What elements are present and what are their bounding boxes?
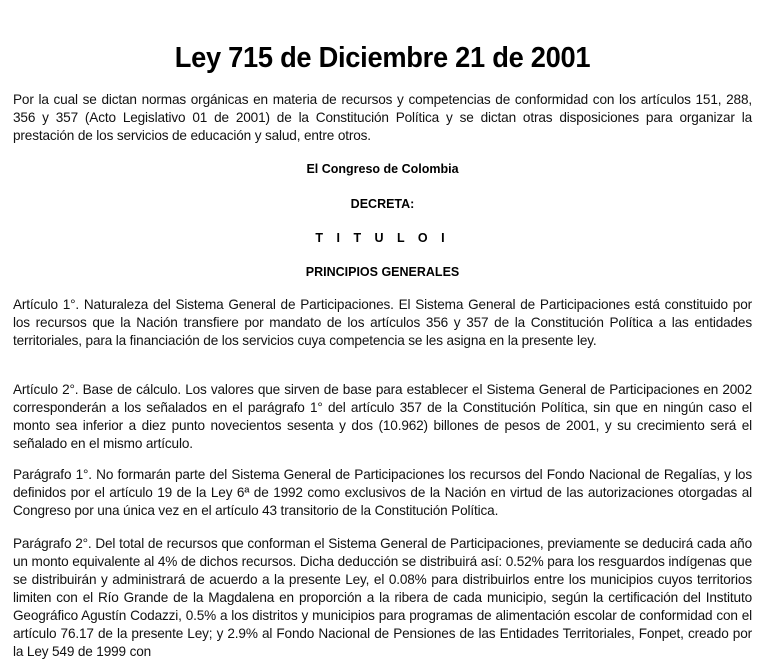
paragrafo-2-paragraph: Parágrafo 2°. Del total de recursos que conforman el Sistema General de Participaciones, previamente se deducirá cada año un monto equivalente al 4% de dichos recursos. Dicha deducción se distribuirá así: 0.52% para los resguardos indígenas que se distribuirán y administrará de acuerdo a la presente Ley, el 0.08% para distribuirlos entre los municipios cuyos territorios limiten con el Río Grande de la Magdalena en proporción a la ribera de cada municipio, según la certificación del Instituto Geográfico Agustín Codazzi, 0.5% a los distritos y municipios para programas de alimentación escolar de conformidad con el artículo 76.17 de la presente Ley; y 2.9% al Fondo Nacional de Pensiones de las Entidades Territoriales, Fonpet, creado por la Ley 549 de 1999 con <box>13 536 752 659</box>
issuer-heading: El Congreso de Colombia <box>306 162 459 176</box>
article-2-paragraph: Artículo 2°. Base de cálculo. Los valores que sirven de base para establecer el Sistema General de Participaciones en 2002 corresponderán a los señalados en el parágrafo 1° del artículo 357 de la Constitución Política, sin que en ningún caso el monto sea inferior a diez punto novecientos sesenta y dos (10.962) billones de pesos de 2001, y su crecimiento será el señalado en el mismo artículo. <box>13 382 752 451</box>
article-1-paragraph: Artículo 1°. Naturaleza del Sistema General de Participaciones. El Sistema General de Participaciones está constituido por los recursos que la Nación transfiere por mandato de los artículos 356 y 357 de la Constitución Política a las entidades territoriales, para la financiación de los servicios cuya competencia se les asigna en la presente ley. <box>13 297 752 348</box>
decree-heading: DECRETA: <box>350 197 415 211</box>
document-title: Ley 715 de Diciembre 21 de 2001 <box>174 42 591 74</box>
section-heading: PRINCIPIOS GENERALES <box>305 265 460 279</box>
preamble-paragraph: Por la cual se dictan normas orgánicas en materia de recursos y competencias de conformidad con los artículos 151, 288, 356 y 357 (Acto Legislativo 01 de 2001) de la Constitución Política y se dictan otras disposiciones para organizar la prestación de los servicios de educación y salud, entre otros. <box>13 92 752 143</box>
titulo-heading: T I T U L O I <box>315 231 450 245</box>
paragrafo-1-paragraph: Parágrafo 1°. No formarán parte del Sistema General de Participaciones los recursos del Fondo Nacional de Regalías, y los definidos por el artículo 19 de la Ley 6ª de 1992 como exclusivos de la Nación en virtud de las autorizaciones otorgadas al Congreso por una única vez en el artículo 43 transitorio de la Constitución Política. <box>13 467 752 518</box>
